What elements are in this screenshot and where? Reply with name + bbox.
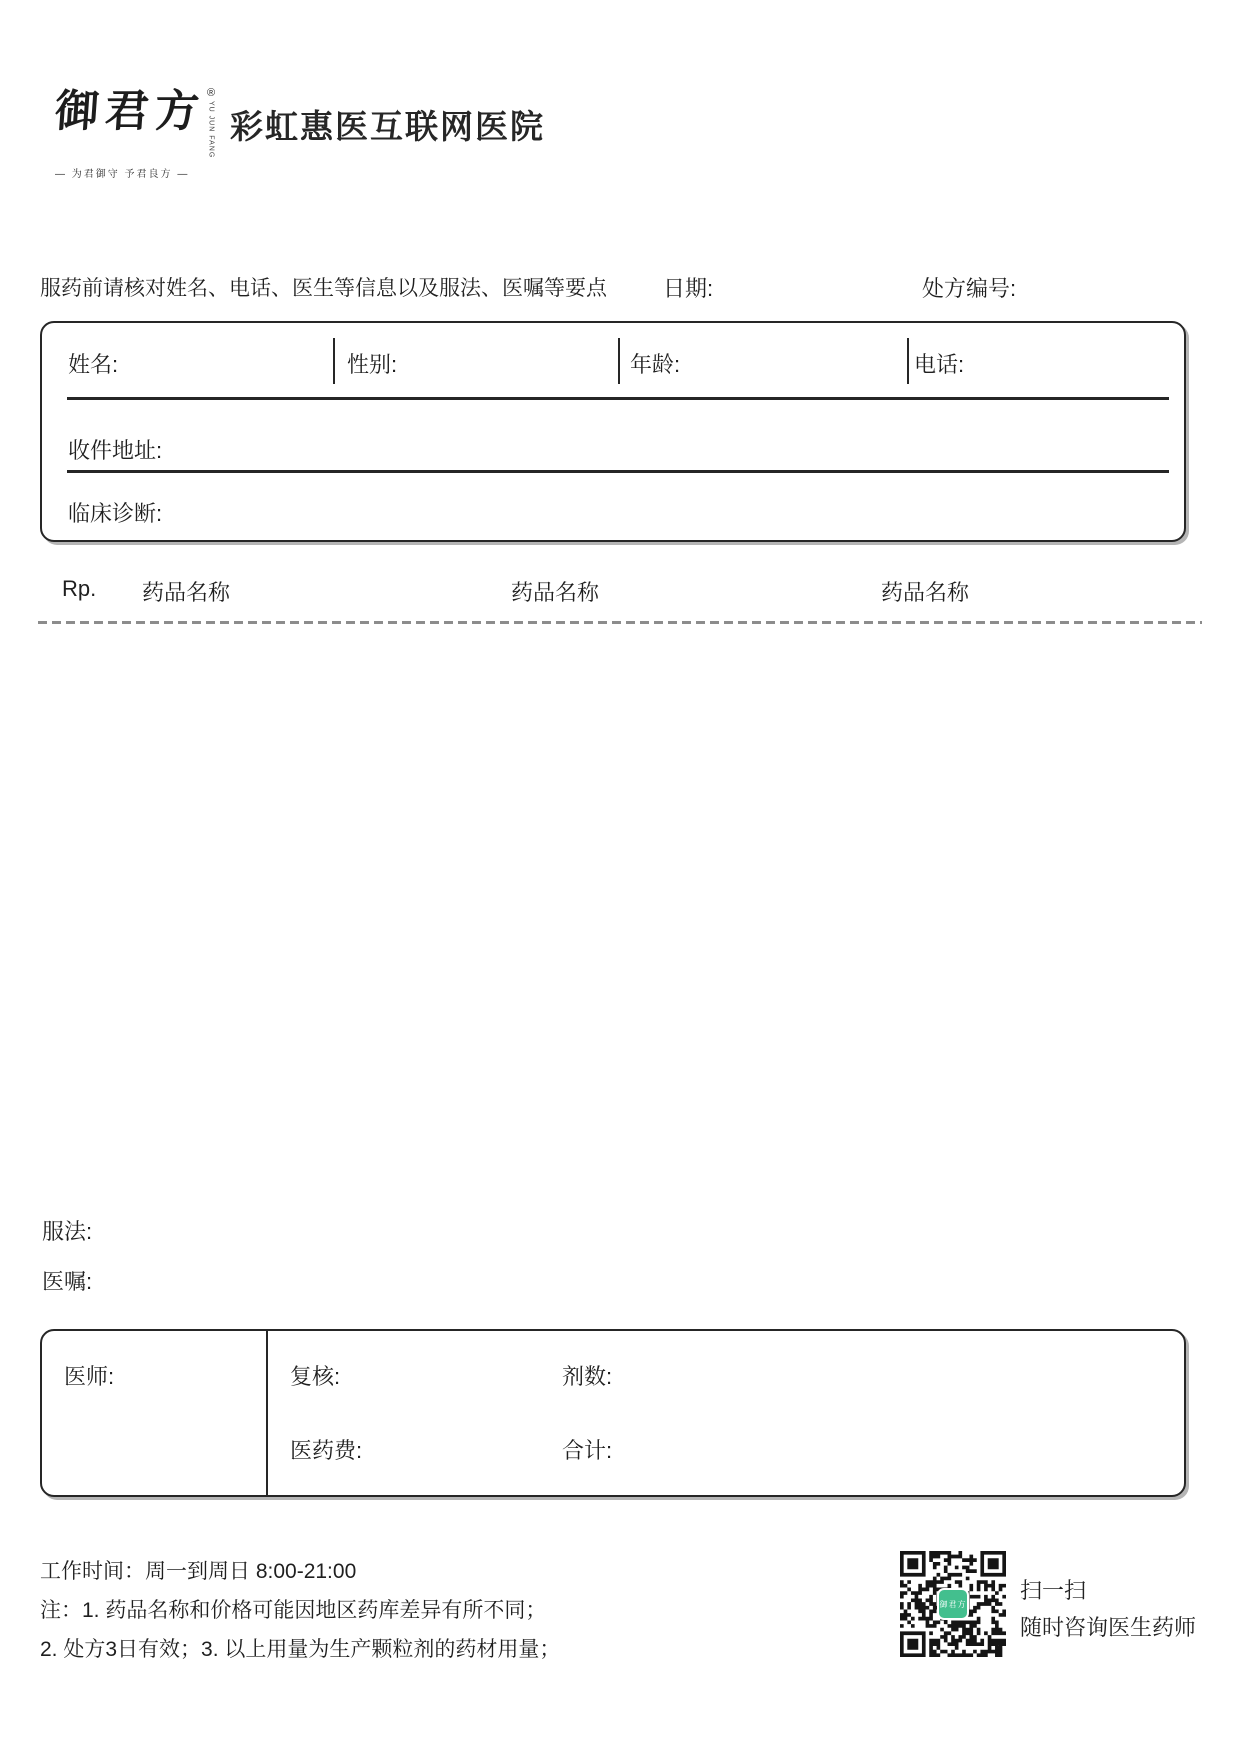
patient-info-box: [40, 321, 1186, 542]
working-hours-text: 工作时间：周一到周日 8:00-21:00: [40, 1560, 357, 1583]
gender-field-label: 性别:: [347, 352, 398, 377]
row-divider-line: [67, 397, 1169, 400]
row-divider-line: [67, 470, 1169, 473]
rp-dashed-separator: [38, 621, 1202, 624]
date-field-label: 日期:: [663, 276, 714, 301]
usage-field-label: 服法:: [42, 1219, 93, 1244]
phone-field-label: 电话:: [914, 352, 965, 377]
footer-note-line1: 注：1. 药品名称和价格可能因地区药库差异有所不同；: [40, 1599, 547, 1622]
hospital-name: 彩虹惠医互联网医院: [230, 108, 545, 145]
brand-logo: 御君方: [53, 86, 207, 137]
footer-note-line2: 2. 处方3日有效；3. 以上用量为生产颗粒剂的药材用量；: [40, 1638, 561, 1661]
medicine-fee-field-label: 医药费:: [290, 1438, 363, 1463]
field-divider: [907, 338, 909, 384]
qr-center-logo: [937, 1588, 969, 1620]
advice-field-label: 医嘱:: [42, 1269, 93, 1294]
address-field-label: 收件地址:: [68, 438, 163, 463]
physician-field-label: 医师:: [64, 1364, 115, 1389]
total-field-label: 合计:: [562, 1438, 613, 1463]
brand-header: [55, 88, 215, 180]
verification-notice: 服药前请核对姓名、电话、医生等信息以及服法、医嘱等要点: [40, 277, 607, 300]
signoff-divider: [266, 1331, 268, 1495]
drug-name-column-header: 药品名称: [511, 580, 600, 605]
brand-tagline: — 为君御守 予君良方 —: [55, 169, 190, 181]
diagnosis-field-label: 临床诊断:: [68, 501, 163, 526]
rp-label: Rp.: [62, 576, 97, 601]
drug-name-column-header: 药品名称: [881, 580, 970, 605]
qr-caption-consult: 随时咨询医生药师: [1020, 1615, 1197, 1640]
age-field-label: 年龄:: [630, 352, 681, 377]
qr-code: [900, 1551, 1006, 1657]
qr-caption-scan: 扫一扫: [1020, 1578, 1087, 1603]
review-field-label: 复核:: [290, 1364, 341, 1389]
qr-center-logo-text: 御君方: [939, 1599, 967, 1609]
prescription-number-label: 处方编号:: [922, 276, 1017, 301]
drug-name-column-header: 药品名称: [142, 580, 231, 605]
field-divider: [618, 338, 620, 384]
dose-count-field-label: 剂数:: [562, 1364, 613, 1389]
registered-trademark-icon: ®: [207, 87, 216, 99]
brand-side-text: YU JUN FANG: [207, 101, 215, 159]
signoff-box: [40, 1329, 1186, 1497]
field-divider: [333, 338, 335, 384]
name-field-label: 姓名:: [68, 352, 119, 377]
